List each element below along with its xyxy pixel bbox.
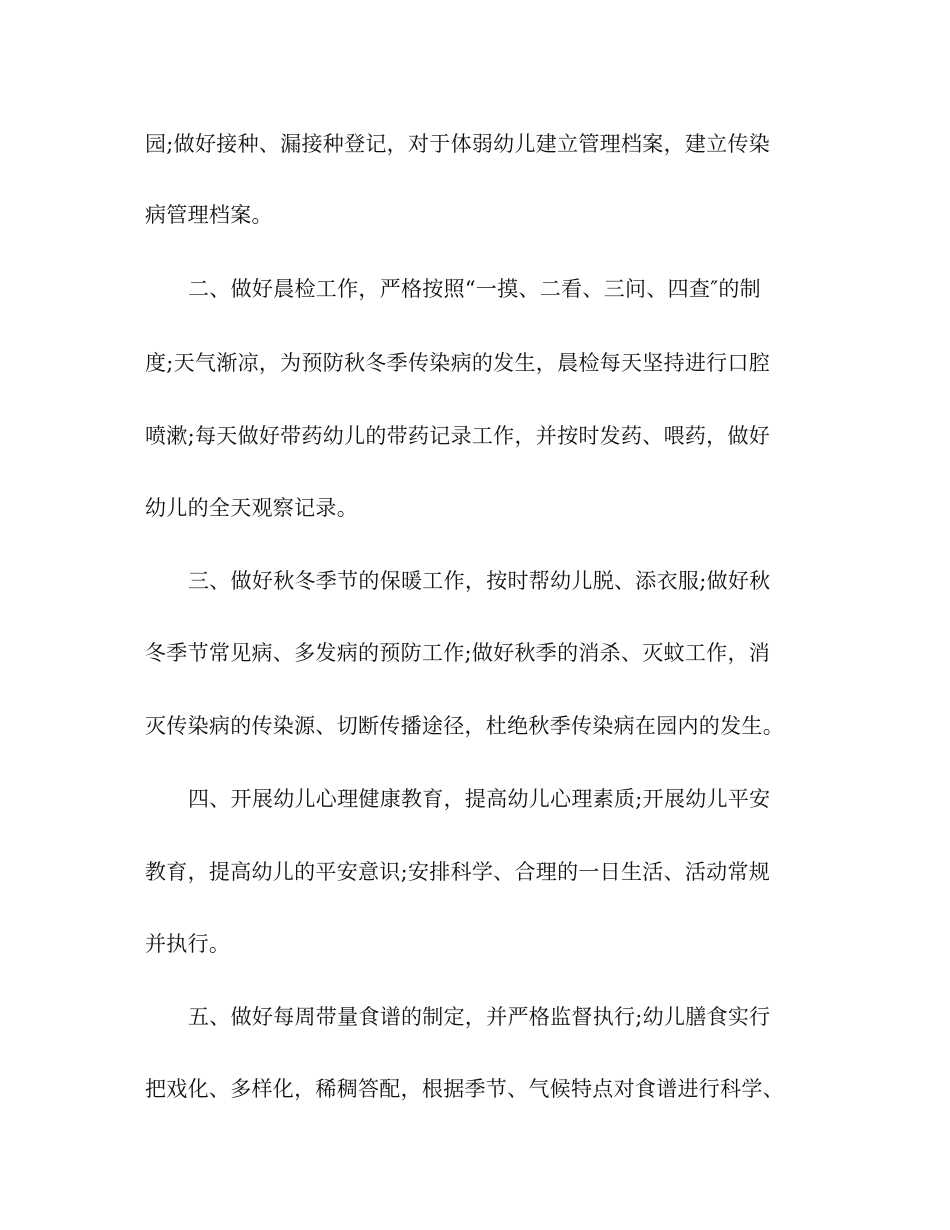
paragraph-line-4: 度;天气渐凉，为预防秋冬季传染病的发生，晨检每天坚持进行口腔 bbox=[145, 351, 771, 375]
paragraph-line-6: 幼儿的全天观察记录。 bbox=[145, 496, 358, 520]
paragraph-line-12: 并执行。 bbox=[145, 932, 231, 956]
paragraph-4-first-line: 四、开展幼儿心理健康教育，提高幼儿心理素质;开展幼儿平安 bbox=[188, 787, 771, 811]
paragraph-2-first-line: 二、做好晨检工作，严格按照“一摸、二看、三问、四查″的制 bbox=[188, 277, 761, 301]
paragraph-5-first-line: 五、做好每周带量食谱的制定，并严格监督执行;幼儿膳食实行 bbox=[188, 1005, 771, 1029]
paragraph-3-first-line: 三、做好秋冬季节的保暖工作，按时帮幼儿脱、添衣服;做好秋 bbox=[188, 569, 771, 593]
paragraph-line-8: 冬季节常见病、多发病的预防工作;做好秋季的消杀、灭蚊工作，消 bbox=[145, 641, 771, 665]
paragraph-line-11: 教育，提高幼儿的平安意识;安排科学、合理的一日生活、活动常规 bbox=[145, 860, 771, 884]
paragraph-line-5: 喷漱;每天做好带药幼儿的带药记录工作，并按时发药、喂药，做好 bbox=[145, 424, 771, 448]
paragraph-line-1: 园;做好接种、漏接种登记，对于体弱幼儿建立管理档案，建立传染 bbox=[145, 132, 771, 156]
paragraph-line-9: 灭传染病的传染源、切断传播途径，杜绝秋季传染病在园内的发生。 bbox=[145, 714, 784, 738]
paragraph-line-14: 把戏化、多样化，稀稠答配，根据季节、气候特点对食谱进行科学、 bbox=[145, 1077, 784, 1101]
paragraph-line-2: 病管理档案。 bbox=[145, 203, 273, 227]
